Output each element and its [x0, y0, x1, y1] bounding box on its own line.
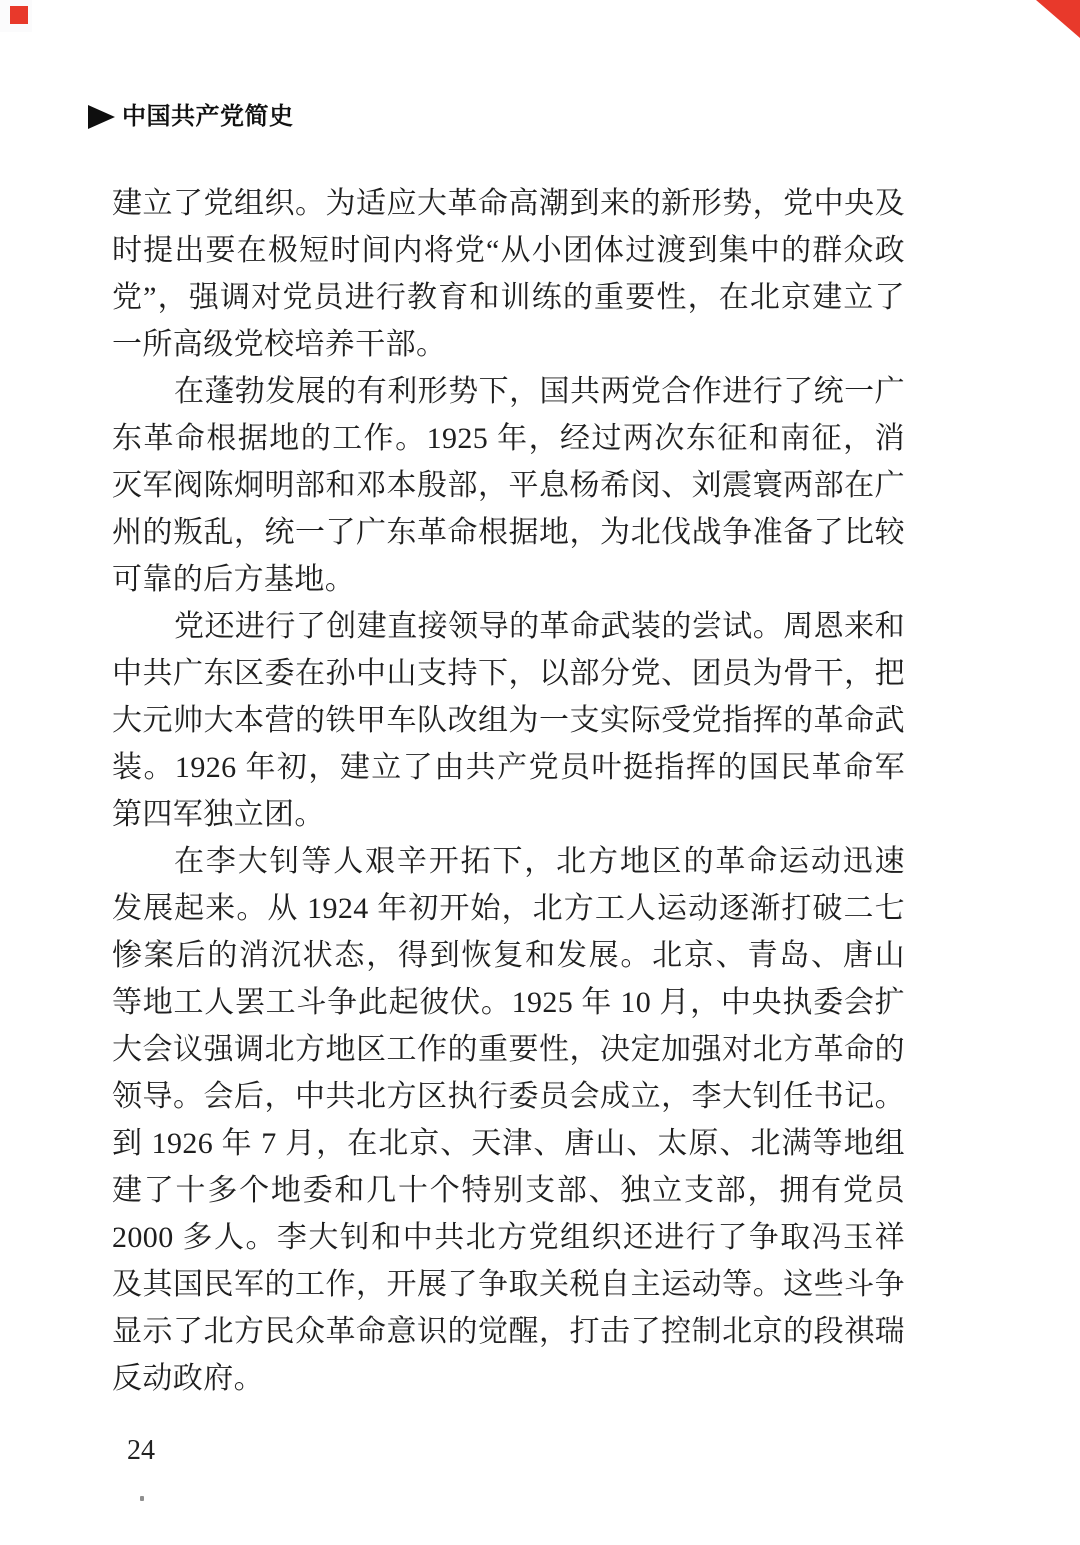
paragraph — [112, 180, 905, 368]
text-line: 可靠的后方基地。 — [112, 563, 356, 596]
book-title: 中国共产党简史 — [122, 103, 294, 130]
text-line: 党”，强调对党员进行教育和训练的重要性，在北京建立了 — [112, 281, 905, 314]
text-line: 到 1926 年 7 月，在北京、天津、唐山、太原、北满等地组 — [112, 1127, 905, 1160]
text-line: 领导。会后，中共北方区执行委员会成立，李大钊任书记。 — [112, 1080, 905, 1113]
text-line: 一所高级党校培养干部。 — [112, 328, 447, 361]
text-line: 州的叛乱，统一了广东革命根据地，为北伐战争准备了比较 — [112, 516, 905, 549]
text-line: 时提出要在极短时间内将党“从小团体过渡到集中的群众政 — [112, 234, 905, 267]
text-line: 在蓬勃发展的有利形势下，国共两党合作进行了统一广 — [174, 375, 905, 408]
text-line: 显示了北方民众革命意识的觉醒，打击了控制北京的段祺瑞 — [112, 1315, 905, 1348]
text-line: 第四军独立团。 — [112, 798, 325, 831]
text-line: 党还进行了创建直接领导的革命武装的尝试。周恩来和 — [174, 610, 905, 643]
right-triangle-bullet-icon — [88, 105, 115, 129]
running-header — [88, 104, 294, 130]
text-line: 及其国民军的工作，开展了争取关税自主运动等。这些斗争 — [112, 1268, 905, 1301]
paragraph — [112, 838, 905, 1402]
text-line: 大元帅大本营的铁甲车队改组为一支实际受党指挥的革命武 — [112, 704, 905, 737]
text-line: 反动政府。 — [112, 1362, 264, 1395]
text-line: 中共广东区委在孙中山支持下，以部分党、团员为骨干，把 — [112, 657, 905, 690]
red-corner-mark-top-right — [1036, 0, 1080, 38]
red-corner-mark-top-left — [10, 6, 28, 24]
text-line: 等地工人罢工斗争此起彼伏。1925 年 10 月，中央执委会扩 — [112, 986, 905, 1019]
text-line: 2000 多人。李大钊和中共北方党组织还进行了争取冯玉祥 — [112, 1221, 905, 1254]
text-line: 装。1926 年初，建立了由共产党员叶挺指挥的国民革命军 — [112, 751, 905, 784]
text-line: 建立了党组织。为适应大革命高潮到来的新形势，党中央及 — [112, 187, 905, 220]
paragraph — [112, 603, 905, 838]
scan-speck — [140, 1496, 144, 1501]
text-line: 灭军阀陈炯明部和邓本殷部，平息杨希闵、刘震寰两部在广 — [112, 469, 905, 502]
text-line: 惨案后的消沉状态，得到恢复和发展。北京、青岛、唐山 — [112, 939, 905, 972]
text-line: 建了十多个地委和几十个特别支部、独立支部，拥有党员 — [112, 1174, 905, 1207]
text-line: 东革命根据地的工作。1925 年，经过两次东征和南征，消 — [112, 422, 905, 455]
text-line: 发展起来。从 1924 年初开始，北方工人运动逐渐打破二七 — [112, 892, 905, 925]
page-number: 24 — [127, 1435, 155, 1466]
text-line: 大会议强调北方地区工作的重要性，决定加强对北方革命的 — [112, 1033, 905, 1066]
body-text-block — [112, 180, 905, 1402]
paragraph — [112, 368, 905, 603]
text-line: 在李大钊等人艰辛开拓下，北方地区的革命运动迅速 — [174, 845, 905, 878]
